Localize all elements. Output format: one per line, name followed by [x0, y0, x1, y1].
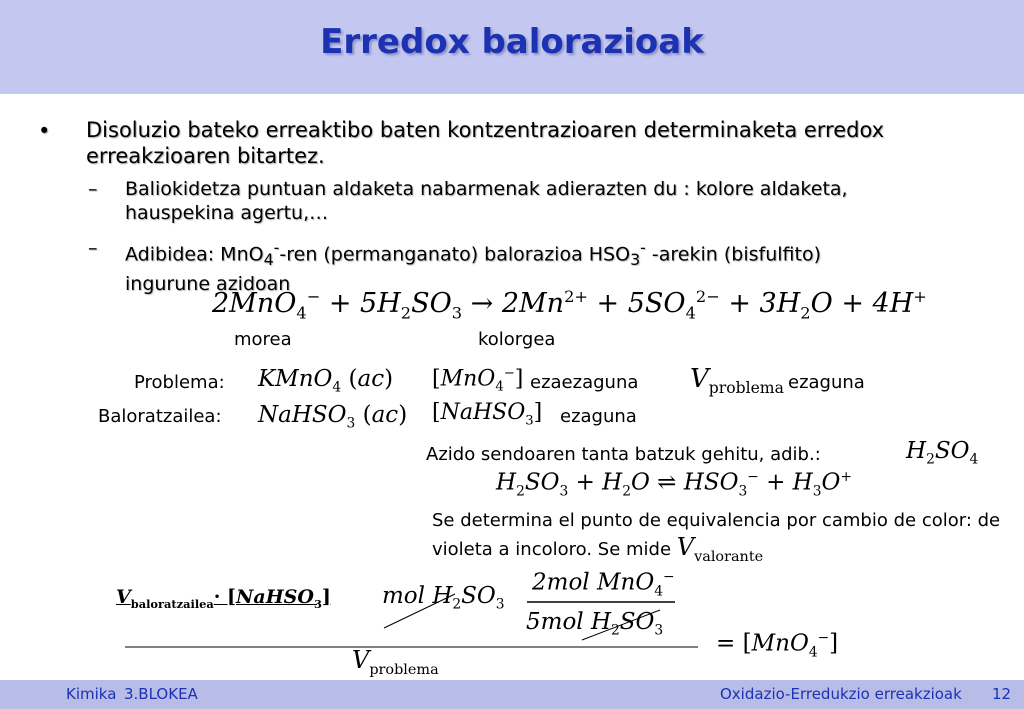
footer-topic: Oxidazio-Erredukzio erreakzioak — [720, 685, 962, 703]
nahso3-conc: [NaHSO$_3$] — [432, 400, 543, 429]
ezaezaguna-text: ezaezaguna — [530, 372, 639, 393]
label-morea: morea — [234, 329, 292, 350]
nahso3-formula: NaHSO$_3$ (ac) — [258, 402, 408, 432]
ezaguna-text-1: ezaguna — [788, 372, 865, 393]
sub-bullet-1-text: Baliokidetza puntuan aldaketa nabarmenak adierazten du : kolore aldaketa, hauspekina agertu,… — [125, 178, 848, 224]
kmno4-formula: KMnO$_4$ (ac) — [258, 366, 394, 396]
v-baloratzailea-numerator: $V_{baloratzailea}\cdot$ [NaHSO$_3$] — [116, 586, 331, 611]
result-conc: = [MnO$_4$−] — [716, 630, 839, 661]
footer-course: Kimika — [66, 685, 117, 703]
footer-bar — [0, 680, 1024, 709]
dash-2: – — [88, 237, 98, 259]
v-problema-denominator: $V_{problema}$ — [352, 646, 439, 678]
label-kolorgea: kolorgea — [478, 329, 556, 350]
ezaguna-text-2: ezaguna — [560, 406, 637, 427]
acid-equilibrium: $H_2SO_3 + H_2O$ ⇌ $HSO_3^- + H_3O^+$ — [496, 469, 852, 500]
determina-text: Se determina el punto de equivalencia por cambio de color: de violeta a incoloro. Se mide $V_{valorante}$ — [432, 510, 1001, 565]
mol-h2so3-term: mol $H_2SO_3$ — [382, 583, 505, 613]
footer-block: 3.BLOKEA — [124, 685, 198, 703]
sub-bullet-2-text: Adibidea: MnO$_4$--ren (permanganato) balorazioa $HSO_3^-$ -arekin (bisfulfito) ingurune azidoan — [125, 238, 821, 296]
dash-1: – — [88, 178, 98, 200]
footer-page-number: 12 — [992, 685, 1012, 703]
azido-text: Azido sendoaren tanta batzuk gehitu, adib.: — [426, 444, 821, 465]
v-problema: $V_{problema}$ — [690, 364, 784, 398]
ratio-numerator: 2mol MnO$_4$− — [532, 569, 675, 600]
slide-title: Erredox balorazioak — [320, 22, 704, 62]
bullet-dot: • — [38, 119, 51, 143]
h2so4-formula: $H_2SO_4$ — [906, 438, 979, 468]
ratio-denominator: 5mol $H_2SO_3$ — [526, 609, 664, 639]
problema-label: Problema: — [134, 372, 225, 393]
redox-equation: $2MnO_4^- + 5H_2SO_3 \to 2Mn^{2+} + 5SO_4^{2-} + 3H_2O + 4H^+$ — [212, 287, 927, 323]
mno4-conc: [MnO$_4$−] — [432, 366, 524, 395]
baloratzailea-label: Baloratzailea: — [98, 406, 222, 427]
bullet-1-text: Disoluzio bateko erreaktibo baten kontzentrazioaren determinaketa erredox erreakzioaren bitartez. — [86, 118, 885, 168]
